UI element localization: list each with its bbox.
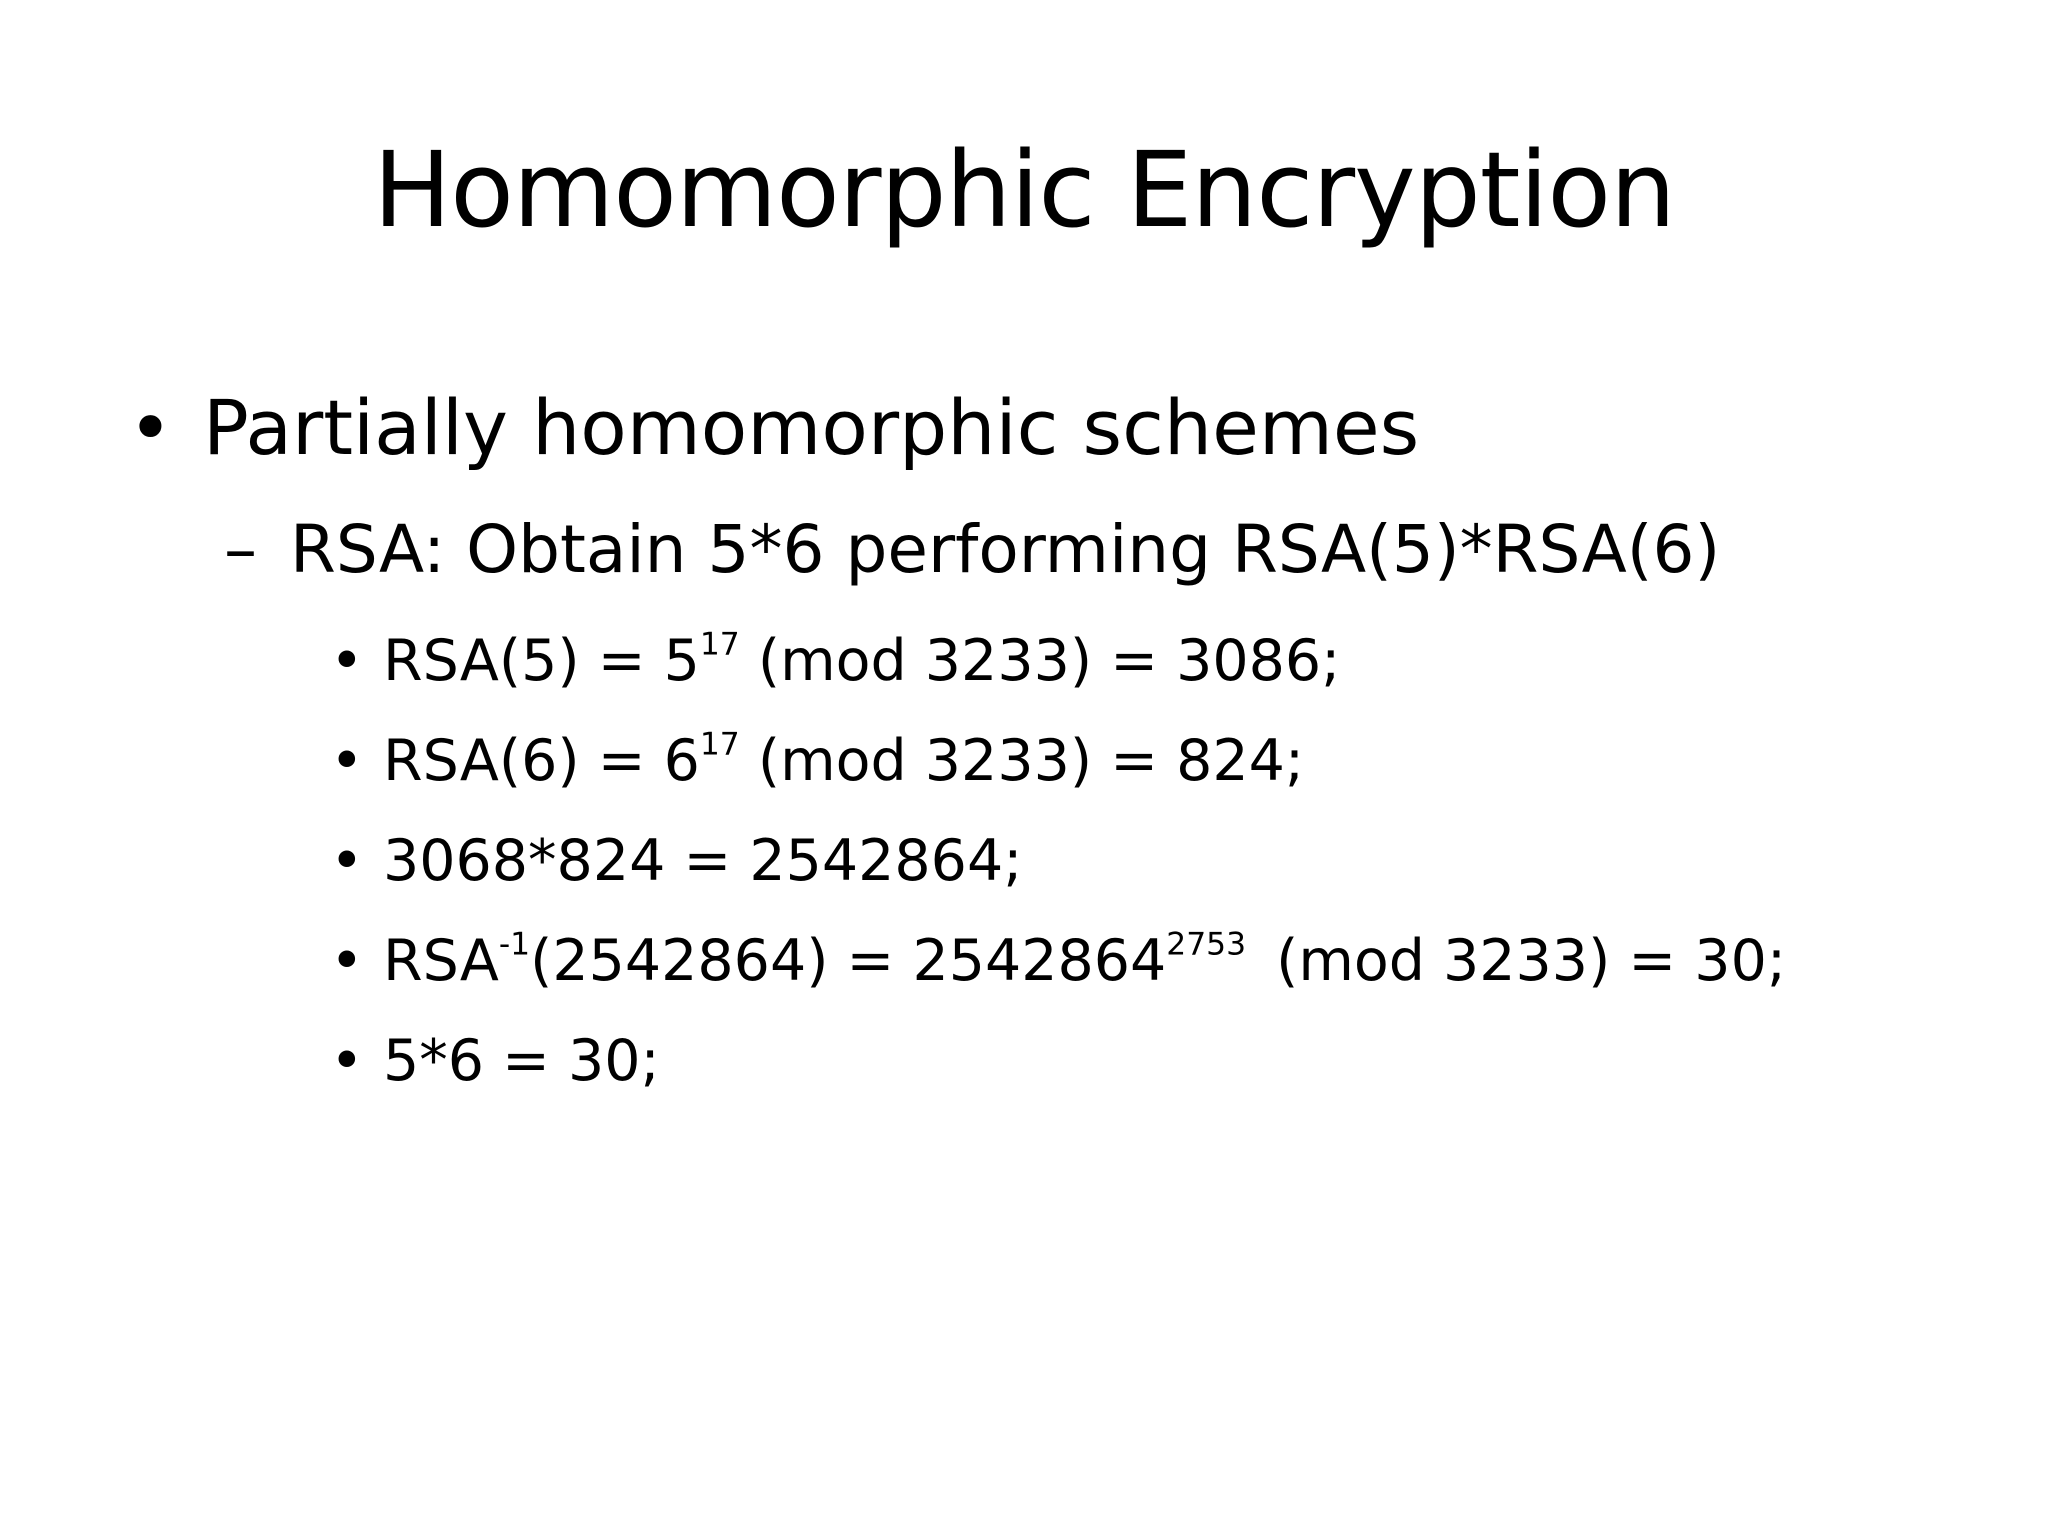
list-item-text: $RSA^{-1}(2542864) = 2542864^{2753}$ (mod 3233) = 30; [383,926,1787,994]
list-item-text: 3068*824 = 2542864; [383,828,1023,894]
sub-bullet-text: RSA: Obtain 5*6 performing RSA(5)*RSA(6) [290,511,1721,588]
bullet-dot-icon: • [330,628,364,694]
list-item-text: $RSA(6) = 6^{17}$ (mod 3233) = 824; [383,726,1305,794]
slide-title: Homomorphic Encryption [373,129,1675,251]
bullet-dot-icon: • [330,928,364,994]
bullet-text: Partially homomorphic schemes [203,383,1420,472]
sub-bullet-rsa [224,510,1720,589]
exponent: 2753 [1166,926,1247,963]
exponent: -1 [498,926,531,963]
exponent: 17 [699,626,740,663]
exponent: 17 [699,726,740,763]
bullet-dot-icon: • [330,728,364,794]
dash-icon: – [224,511,257,588]
list-item-text: 5*6 = 30; [383,1028,660,1094]
bullet-dot-icon: • [330,828,364,894]
bullet-dot-icon: • [330,1028,364,1094]
bullet-dot-icon: • [128,383,173,472]
list-item-text: $RSA(5) = 5^{17}$ (mod 3233) = 3086; [383,626,1341,694]
